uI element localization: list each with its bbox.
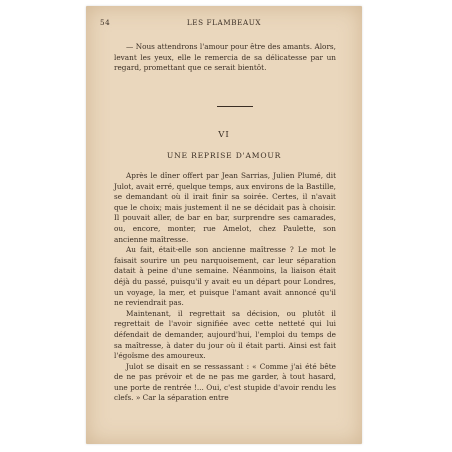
page-number: 54 [100, 18, 111, 27]
body-paragraph: Maintenant, il regrettait sa décision, ou plutôt il regrettait de l'avoir signifiée avec cette netteté qui lui défendait de demander, aujourd'hui, l'emploi du temps de sa maîtresse, à dater du jour où il était parti. Ainsi est fait l'égoïsme des amoureux. [114, 308, 336, 361]
chapter-body [114, 171, 336, 404]
body-paragraph: Julot se disait en se ressassant : « Comme j'ai été bête de ne pas prévoir et de ne pas me garder, à tout hasard, une porte de rentrée !... Oui, c'est stupide d'avoir rendu les clefs. » Car la séparation entre [114, 361, 336, 403]
body-paragraph: Au fait, était-elle son ancienne maîtresse ? Le mot le faisait sourire un peu narquoisement, car leur séparation datait à peine d'une semaine. Néanmoins, la liaison était déjà du passé, puisqu'il y avait eu un départ pour Londres, un voyage, la mer, et puisque l'amant avait annoncé qu'il ne reviendrait pas. [114, 245, 336, 308]
body-paragraph: Après le dîner offert par Jean Sarrias, Julien Plumé, dit Julot, avait erré, quelque temps, aux environs de la Bastille, se demandant où il irait finir sa soirée. Certes, il n'avait que le choix; mais justement il ne se décidait pas à choisir. Il pouvait aller, de bar en bar, surprendre ses camarades, ou, encore, monter, rue Amelot, chez Paulette, son ancienne maîtresse. [114, 171, 336, 244]
opening-paragraph-block [114, 42, 336, 74]
chapter-number: VI [218, 130, 230, 140]
page-header [100, 18, 348, 30]
chapter-title: UNE REPRISE D'AMOUR [166, 151, 282, 160]
section-divider [217, 106, 253, 107]
opening-paragraph: — Nous attendrons l'amour pour être des amants. Alors, levant les yeux, elle le remercia de sa délicatesse par un regard, promettant que ce serait bientôt. [114, 42, 336, 73]
running-title: LES FLAMBEAUX [186, 18, 262, 27]
book-page [86, 6, 362, 444]
